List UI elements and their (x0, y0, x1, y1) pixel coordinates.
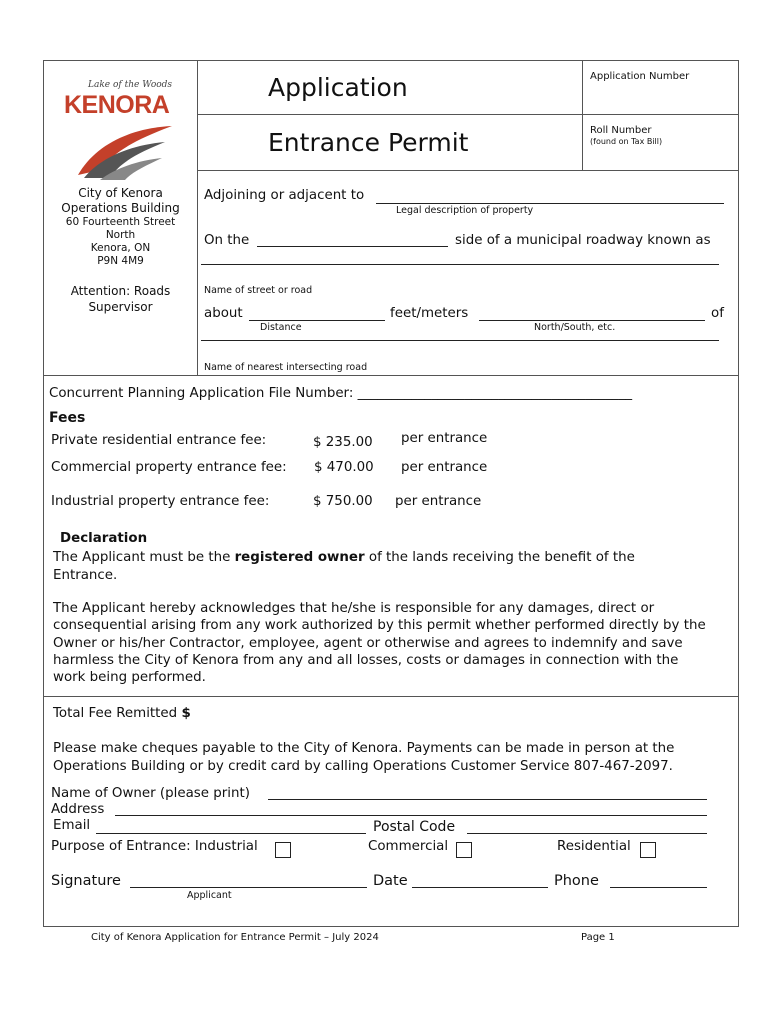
residential-label: Residential (557, 839, 631, 854)
declaration-line: consequential arising from any work authorized by this permit whether performed directly by the (53, 618, 706, 634)
total-fee-label[interactable] (53, 706, 191, 721)
fee-unit: per entrance (401, 460, 488, 475)
address-field[interactable] (115, 802, 707, 816)
legal-description-caption: Legal description of property (396, 205, 534, 216)
purpose-label: Purpose of Entrance: Industrial (51, 839, 258, 854)
logo-script-text: Lake of the Woods (88, 80, 173, 90)
divider (43, 696, 738, 697)
dollar-sign: $ (181, 706, 191, 721)
direction-field[interactable] (479, 306, 705, 321)
address-line: Kenora, ON (90, 242, 151, 254)
fee-unit: per entrance (395, 494, 482, 509)
on-the-label: On the (204, 233, 250, 248)
side-label: side of a municipal roadway known as (455, 233, 711, 248)
declaration-heading: Declaration (60, 531, 148, 546)
divider (197, 60, 198, 375)
declaration-text: The Applicant must be the (53, 550, 235, 565)
divider (43, 375, 738, 376)
industrial-checkbox[interactable] (275, 842, 291, 858)
fee-label: Commercial property entrance fee: (51, 460, 287, 475)
declaration-line: harmless the City of Kenora from any and all losses, costs or damages in connection with the (53, 652, 679, 668)
intersecting-road-field[interactable] (201, 326, 719, 341)
declaration-paragraph-2 (53, 600, 706, 686)
address-line: North (105, 229, 136, 241)
address-line: P9N 4M9 (97, 255, 144, 267)
divider (197, 170, 738, 171)
adjoining-label: Adjoining or adjacent to (204, 188, 365, 203)
declaration-paragraph-1 (53, 549, 635, 585)
attention-line: Supervisor (88, 300, 153, 314)
fee-amount: $ 235.00 (313, 435, 373, 450)
page-title: Application (268, 73, 408, 102)
street-name-caption: Name of street or road (204, 285, 313, 296)
logo-brand-text: KENORA (64, 91, 170, 119)
of-label: of (711, 306, 724, 321)
page-number: Page 1 (581, 932, 615, 943)
payment-instructions (53, 740, 674, 776)
payment-line: Operations Building or by credit card by calling Operations Customer Service 807-467-2097. (53, 759, 673, 774)
postal-code-field[interactable] (467, 820, 707, 834)
distance-caption: Distance (260, 322, 302, 333)
date-label: Date (373, 873, 408, 889)
fee-amount: $ 750.00 (313, 494, 373, 509)
total-fee-text: Total Fee Remitted (53, 706, 182, 721)
feet-meters-label: feet/meters (390, 306, 469, 321)
declaration-text: of the lands receiving the benefit of the (364, 550, 635, 565)
roll-number-label: Roll Number (590, 125, 652, 136)
about-label: about (204, 306, 243, 321)
footer-title: City of Kenora Application for Entrance Permit – July 2024 (91, 932, 379, 943)
phone-field[interactable] (610, 873, 707, 888)
phone-label: Phone (554, 873, 599, 889)
address-label: Address (51, 802, 105, 817)
email-field[interactable] (96, 820, 366, 834)
declaration-line: The Applicant hereby acknowledges that he/she is responsible for any damages, direct or (53, 601, 655, 616)
application-number-label: Application Number (590, 71, 690, 82)
fee-unit: per entrance (401, 431, 488, 446)
signature-field[interactable] (130, 873, 367, 888)
direction-caption: North/South, etc. (534, 322, 616, 333)
commercial-label: Commercial (368, 839, 449, 854)
payment-line: Please make cheques payable to the City of Kenora. Payments can be made in person at the (53, 741, 675, 756)
email-label: Email (53, 818, 91, 833)
fees-heading: Fees (49, 410, 86, 426)
divider (197, 114, 738, 115)
intersecting-road-caption: Name of nearest intersecting road (204, 362, 368, 373)
address-line: Operations Building (61, 201, 180, 215)
address-line: City of Kenora (78, 186, 163, 200)
commercial-checkbox[interactable] (456, 842, 472, 858)
declaration-line: Owner or his/her Contractor, employee, agent or otherwise and agrees to indemnify and save (53, 635, 683, 651)
logo-swoosh-icon (70, 120, 180, 182)
fee-amount: $ 470.00 (314, 460, 374, 475)
declaration-emphasis: registered owner (234, 550, 365, 565)
attention-line: Attention: Roads (70, 284, 171, 298)
legal-description-field[interactable] (376, 188, 724, 204)
street-name-field[interactable] (201, 250, 719, 265)
address-line: 60 Fourteenth Street (65, 216, 176, 228)
roll-number-note: (found on Tax Bill) (590, 137, 663, 146)
residential-checkbox[interactable] (640, 842, 656, 858)
side-field[interactable] (257, 232, 448, 247)
page-subtitle: Entrance Permit (268, 128, 469, 157)
kenora-logo (58, 78, 188, 183)
postal-code-label: Postal Code (373, 819, 456, 835)
declaration-line: work being performed. (53, 670, 206, 686)
signature-label: Signature (51, 873, 121, 889)
roll-number-field[interactable] (583, 148, 736, 168)
owner-name-field[interactable] (268, 786, 707, 800)
fee-label: Private residential entrance fee: (51, 433, 267, 448)
date-field[interactable] (412, 873, 548, 888)
address-block (44, 186, 197, 315)
fee-label: Industrial property entrance fee: (51, 494, 270, 509)
planning-file-number-label[interactable]: Concurrent Planning Application File Number: _________________________________________ (49, 386, 633, 401)
applicant-caption: Applicant (187, 890, 232, 901)
declaration-text: Entrance. (53, 568, 118, 583)
owner-name-label: Name of Owner (please print) (51, 786, 250, 801)
application-number-field[interactable] (583, 84, 736, 112)
distance-field[interactable] (249, 306, 385, 321)
